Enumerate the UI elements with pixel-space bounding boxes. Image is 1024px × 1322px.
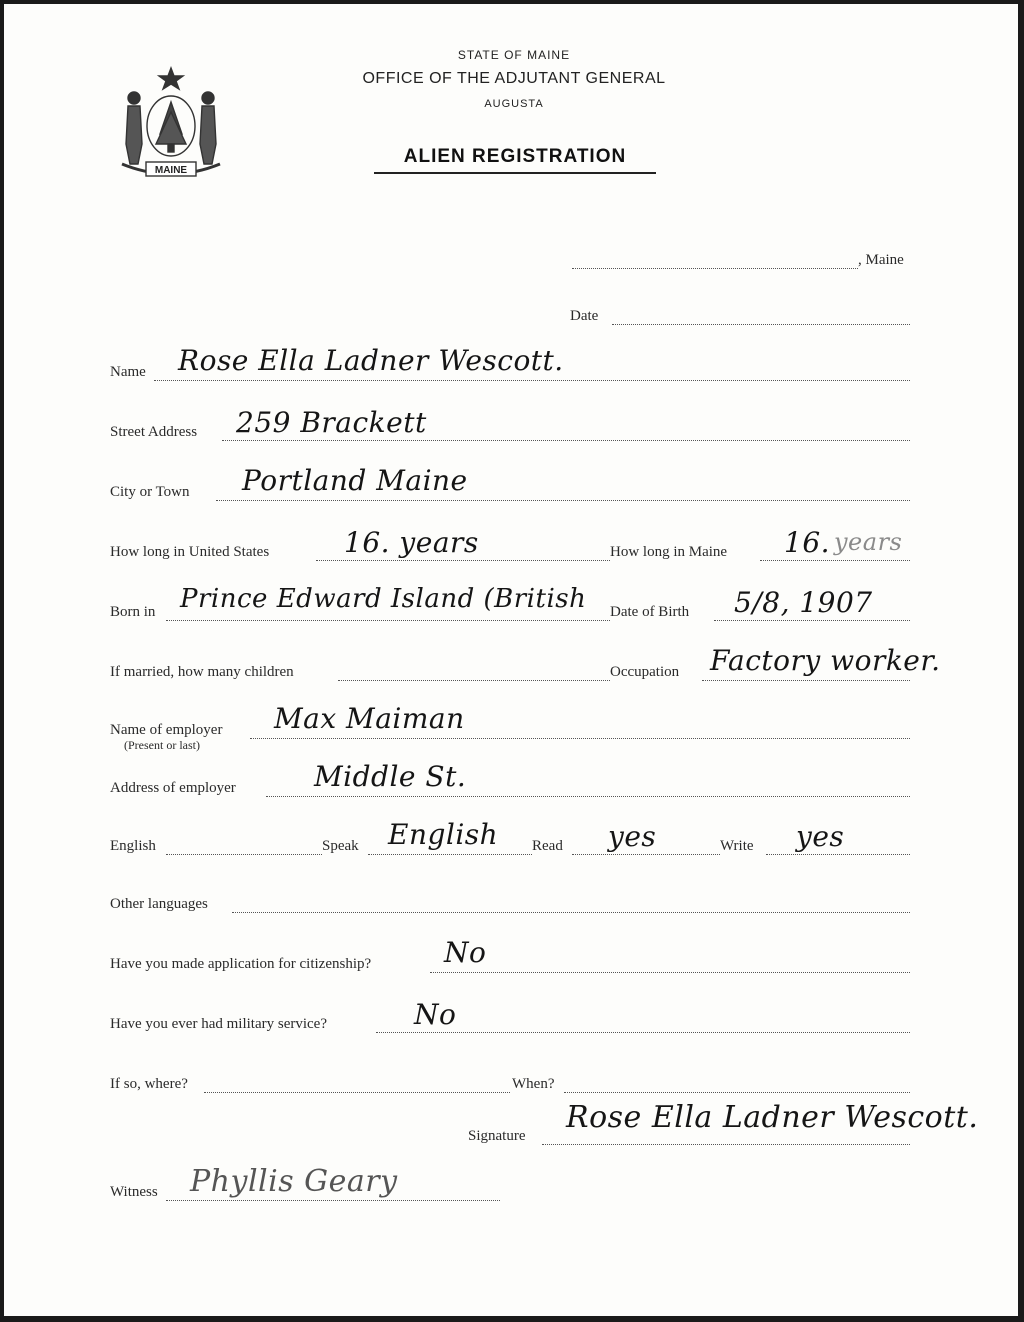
how-long-us-line (316, 560, 610, 561)
street-address-value: 259 Brackett (236, 406, 427, 439)
witness-label: Witness (110, 1184, 158, 1200)
signature-label: Signature (468, 1128, 526, 1144)
how-long-maine-label: How long in Maine (610, 544, 728, 560)
street-address-line (222, 440, 910, 441)
date-of-birth-label: Date of Birth (610, 604, 690, 620)
speak-value: English (388, 818, 499, 851)
citizenship-line (430, 972, 910, 973)
other-languages-label: Other languages (110, 896, 208, 912)
header-city: AUGUSTA (484, 98, 544, 110)
employer-address-value: Middle St. (314, 760, 467, 793)
maine-state-seal (116, 64, 226, 184)
read-label: Read (532, 838, 563, 854)
date-line (612, 324, 910, 325)
how-long-maine-num: 16. (784, 526, 831, 559)
signature-line (542, 1144, 910, 1145)
write-label: Write (720, 838, 754, 854)
write-line (766, 854, 910, 855)
header-state: STATE OF MAINE (457, 48, 571, 62)
citizenship-value: No (444, 936, 487, 969)
registration-form (4, 4, 1018, 1316)
speak-line (368, 854, 532, 855)
employer-name-line (250, 738, 910, 739)
name-value: Rose Ella Ladner Wescott. (178, 344, 564, 377)
military-line (376, 1032, 910, 1033)
occupation-label: Occupation (610, 664, 680, 680)
how-long-maine-unit: years (834, 528, 903, 556)
married-children-label: If married, how many children (110, 664, 294, 680)
form-title: ALIEN REGISTRATION (374, 146, 656, 174)
read-value: yes (608, 820, 657, 853)
if-so-where-line (204, 1092, 510, 1093)
signature-value: Rose Ella Ladner Wescott. (566, 1100, 979, 1135)
english-label: English (110, 838, 156, 854)
employer-address-label: Address of employer (110, 780, 236, 796)
city-value: Portland Maine (242, 464, 468, 497)
city-label: City or Town (110, 484, 190, 500)
born-in-label: Born in (110, 604, 156, 620)
employer-name-label: Name of employer (110, 722, 223, 738)
married-children-line (338, 680, 610, 681)
header-office: OFFICE OF THE ADJUTANT GENERAL (362, 70, 666, 87)
name-line (154, 380, 910, 381)
other-languages-line (232, 912, 910, 913)
military-value: No (414, 998, 457, 1031)
occupation-value: Factory worker. (710, 644, 941, 677)
read-line (572, 854, 720, 855)
city-line (216, 500, 910, 501)
if-so-where-label: If so, where? (110, 1076, 188, 1092)
street-address-label: Street Address (110, 424, 198, 440)
occupation-line (702, 680, 910, 681)
date-of-birth-line (714, 620, 910, 621)
english-line (166, 854, 322, 855)
date-of-birth-value: 5/8, 1907 (734, 586, 873, 619)
when-label: When? (512, 1076, 555, 1092)
employer-name-value: Max Maiman (274, 702, 465, 735)
born-in-line (166, 620, 610, 621)
citizenship-label: Have you made application for citizenship? (110, 956, 372, 972)
date-label: Date (570, 308, 599, 324)
seal-text: MAINE (154, 165, 188, 176)
witness-value: Phyllis Geary (190, 1164, 398, 1199)
how-long-us-value: 16. years (344, 526, 479, 559)
town-line (572, 268, 858, 269)
military-label: Have you ever had military service? (110, 1016, 327, 1032)
maine-label: , Maine (858, 252, 904, 268)
how-long-us-label: How long in United States (110, 544, 270, 560)
name-label: Name (110, 364, 146, 380)
employer-address-line (266, 796, 910, 797)
born-in-value: Prince Edward Island (British (180, 584, 587, 614)
witness-line (166, 1200, 500, 1201)
employer-sub-label: (Present or last) (124, 738, 200, 752)
how-long-maine-line (760, 560, 910, 561)
when-line (564, 1092, 910, 1093)
write-value: yes (796, 820, 845, 853)
speak-label: Speak (322, 838, 359, 854)
